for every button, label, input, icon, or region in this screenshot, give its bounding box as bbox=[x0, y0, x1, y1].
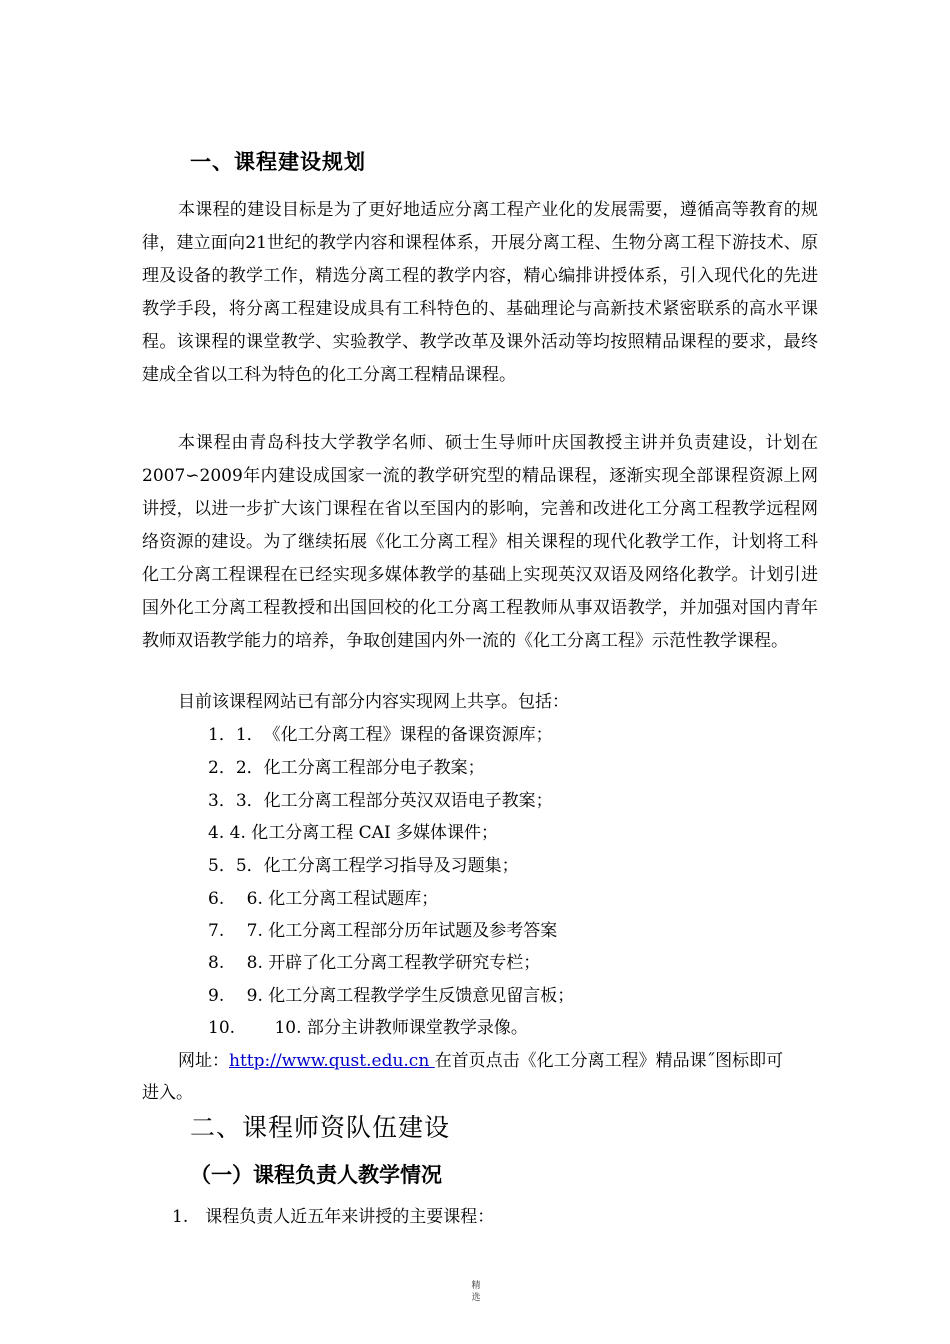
list-text: 化工分离工程试题库； bbox=[268, 889, 439, 909]
course-website-link[interactable]: http://www.qust.edu.cn bbox=[229, 1051, 435, 1071]
url-line bbox=[178, 1045, 783, 1078]
paragraph-plan: 本课程由青岛科技大学教学名师、硕士生导师叶庆国教授主讲并负责建设，计划在2007∽2009年内建设成国家一流的教学研究型的精品课程，逐渐实现全部课程资源上网讲授，以进一步扩大该门课程在省以至国内的影响，完善和改进化工分离工程教学远程网络资源的建设。为了继续拓展《化工分离工程》相关课程的现代化教学工作，计划将工科化工分离工程课程在已经实现多媒体教学的基础上实现英汉双语及网络化教学。计划引进国外化工分离工程教授和出国回校的化工分离工程教师从事双语教学，并加强对国内青年教师双语教学能力的培养，争取创建国内外一流的《化工分离工程》示范性教学课程。 bbox=[142, 433, 818, 651]
list-text: 开辟了化工分离工程教学研究专栏； bbox=[268, 953, 541, 973]
footer-line: 精 bbox=[471, 1281, 481, 1291]
list-number: 4. 4. bbox=[208, 823, 246, 843]
list-item bbox=[208, 752, 485, 785]
list-number: 5．5． bbox=[208, 856, 264, 876]
list-number: 10. 10. bbox=[208, 1018, 302, 1038]
list-number: 6. 6. bbox=[208, 889, 263, 909]
list-item bbox=[208, 817, 498, 850]
list-item bbox=[208, 915, 557, 948]
list-item bbox=[208, 785, 553, 818]
numbered-item-courses: 1. 课程负责人近五年来讲授的主要课程： bbox=[172, 1207, 495, 1227]
list-number: 2．2． bbox=[208, 758, 264, 778]
list-number: 3．3． bbox=[208, 791, 264, 811]
list-text: 化工分离工程 CAI 多媒体课件； bbox=[251, 823, 499, 843]
resources-intro: 目前该课程网站已有部分内容实现网上共享。包括： bbox=[178, 692, 569, 712]
paragraph-goals: 本课程的建设目标是为了更好地适应分离工程产业化的发展需要，遵循高等教育的规律，建立面向21世纪的教学内容和课程体系，开展分离工程、生物分离工程下游技术、原理及设备的教学工作，精选分离工程的教学内容，精心编排讲授体系，引入现代化的先进教学手段，将分离工程建设成具有工科特色的、基础理论与高新技术紧密联系的高水平课程。该课程的课堂教学、实验教学、教学改革及课外活动等均按照精品课程的要求，最终建成全省以工科为特色的化工分离工程精品课程。 bbox=[142, 200, 818, 385]
footer-line: 选 bbox=[471, 1293, 481, 1303]
list-number: 7. 7. bbox=[208, 921, 263, 941]
list-text: 化工分离工程学习指导及习题集； bbox=[263, 856, 519, 876]
list-number: 8. 8. bbox=[208, 953, 263, 973]
url-label: 网址： bbox=[178, 1051, 229, 1071]
url-line-continuation: 进入。 bbox=[142, 1083, 193, 1103]
subsection-heading-lead-teaching: （一）课程负责人教学情况 bbox=[190, 1163, 442, 1187]
list-item bbox=[208, 883, 438, 916]
list-text: 《化工分离工程》课程的备课资源库； bbox=[263, 725, 553, 745]
list-item bbox=[208, 719, 553, 752]
list-text: 化工分离工程部分电子教案； bbox=[263, 758, 485, 778]
list-number: 9. 9. bbox=[208, 986, 263, 1006]
section-heading-course-plan: 一、课程建设规划 bbox=[190, 150, 366, 174]
list-text: 化工分离工程部分历年试题及参考答案 bbox=[268, 921, 558, 941]
section-heading-faculty: 二、课程师资队伍建设 bbox=[190, 1113, 451, 1142]
list-item bbox=[208, 1012, 528, 1045]
list-item bbox=[208, 947, 540, 980]
list-text: 化工分离工程部分英汉双语电子教案； bbox=[263, 791, 553, 811]
list-number: 1．1． bbox=[208, 725, 264, 745]
list-text: 部分主讲教师课堂教学录像。 bbox=[306, 1018, 528, 1038]
url-instruction: 在首页点击《化工分离工程》精品课˝图标即可 bbox=[434, 1051, 784, 1071]
page-footer bbox=[462, 1280, 490, 1304]
list-text: 化工分离工程教学学生反馈意见留言板； bbox=[268, 986, 575, 1006]
list-item bbox=[208, 850, 519, 883]
list-item bbox=[208, 980, 574, 1013]
